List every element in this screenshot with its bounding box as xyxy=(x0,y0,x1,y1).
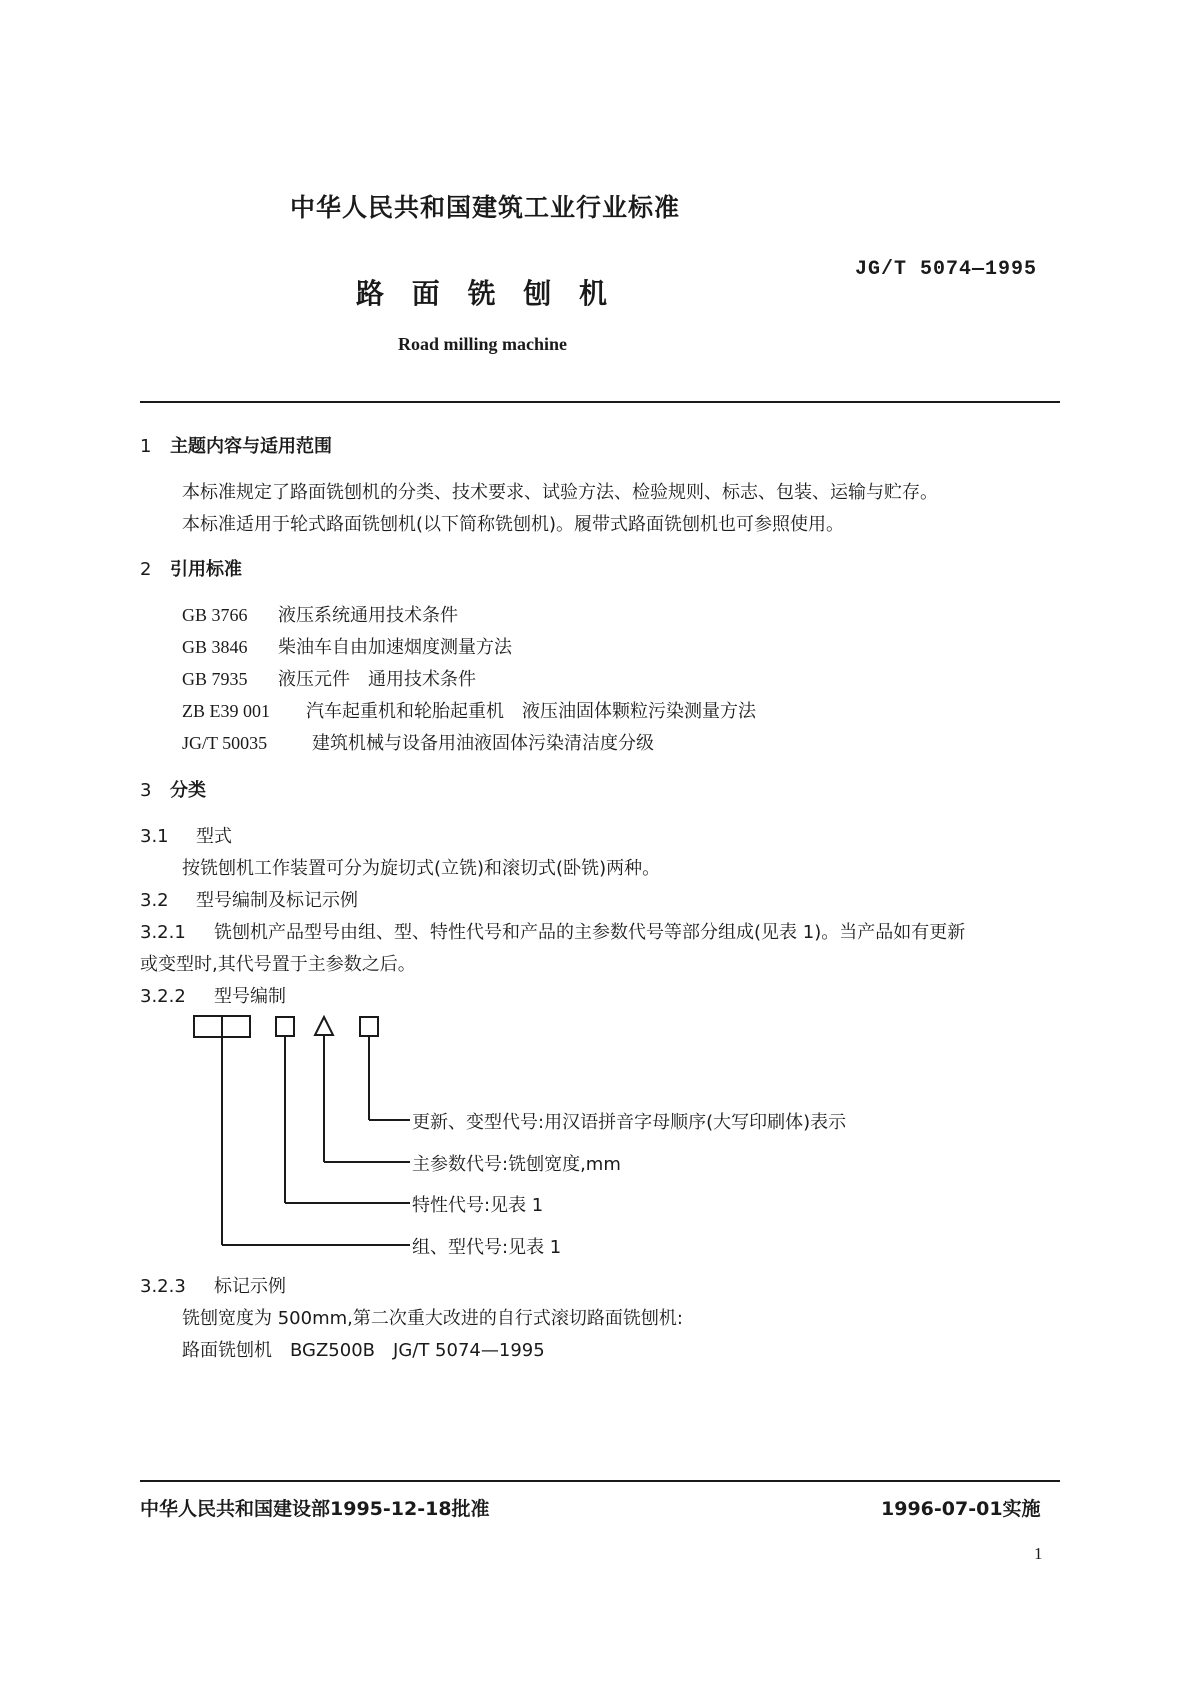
update-code-box xyxy=(360,1017,378,1036)
reference-name: 液压系统通用技术条件 xyxy=(278,605,458,626)
marking-example-description: 铣刨宽度为 500mm,第二次重大改进的自行式滚切路面铣刨机: xyxy=(182,1308,683,1329)
subsection-title: 型式 xyxy=(196,826,232,847)
subsection-number: 3.2.2 xyxy=(140,986,186,1007)
subsection-number: 3.2 xyxy=(140,890,169,911)
section-title: 主题内容与适用范围 xyxy=(170,436,332,457)
feature-code-label: 特性代号:见表 1 xyxy=(412,1195,544,1216)
subsection-3-1-text: 按铣刨机工作装置可分为旋切式(立铣)和滚切式(卧铣)两种。 xyxy=(182,858,661,879)
subsection-title: 标记示例 xyxy=(214,1276,286,1297)
reference-code: GB 3846 xyxy=(182,637,248,657)
subsection-number: 3.1 xyxy=(140,826,169,847)
subsection-number: 3.2.1 xyxy=(140,922,186,943)
reference-name: 柴油车自由加速烟度测量方法 xyxy=(278,637,512,658)
reference-name: 汽车起重机和轮胎起重机 液压油固体颗粒污染测量方法 xyxy=(306,701,756,722)
update-code-label: 更新、变型代号:用汉语拼音字母顺序(大写印刷体)表示 xyxy=(412,1112,847,1133)
implementation-date: 1996-07-01实施 xyxy=(881,1498,1041,1520)
subsection-title: 型号编制 xyxy=(214,986,286,1007)
approval-statement: 中华人民共和国建设部1995-12-18批准 xyxy=(140,1498,490,1520)
reference-code: ZB E39 001 xyxy=(182,701,270,721)
subsection-3-2-1-text-continued: 或变型时,其代号置于主参数之后。 xyxy=(140,954,416,975)
section-number: 1 xyxy=(140,436,152,457)
main-parameter-triangle xyxy=(315,1017,333,1035)
page-number: 1 xyxy=(1034,1544,1043,1563)
feature-code-box xyxy=(276,1017,294,1036)
section-1-paragraph-1: 本标准规定了路面铣刨机的分类、技术要求、试验方法、检验规则、标志、包装、运输与贮存。 xyxy=(182,482,938,503)
section-title: 引用标准 xyxy=(170,559,242,580)
standard-code: JG/T 5074—1995 xyxy=(855,258,1038,281)
subsection-3-2-3-heading xyxy=(140,1272,286,1298)
section-title: 分类 xyxy=(170,780,206,801)
marking-example: 路面铣刨机 BGZ500B JG/T 5074—1995 xyxy=(182,1340,545,1361)
section-number: 3 xyxy=(140,780,152,801)
english-title: Road milling machine xyxy=(398,334,568,354)
footer-rule xyxy=(140,1480,1060,1482)
main-parameter-label: 主参数代号:铣刨宽度,mm xyxy=(412,1154,621,1175)
subsection-text-line: 铣刨机产品型号由组、型、特性代号和产品的主参数代号等部分组成(见表 1)。当产品如有更新 xyxy=(214,922,966,943)
issuing-body-heading: 中华人民共和国建筑工业行业标准 xyxy=(290,193,681,222)
reference-name: 液压元件 通用技术条件 xyxy=(278,669,476,690)
reference-code: GB 7935 xyxy=(182,669,248,689)
reference-name: 建筑机械与设备用油液固体污染清洁度分级 xyxy=(312,733,654,754)
reference-code: GB 3766 xyxy=(182,605,248,625)
group-type-code-label: 组、型代号:见表 1 xyxy=(412,1237,562,1258)
section-1-paragraph-2: 本标准适用于轮式路面铣刨机(以下简称铣刨机)。履带式路面铣刨机也可参照使用。 xyxy=(182,514,845,535)
subsection-number: 3.2.3 xyxy=(140,1276,186,1297)
subsection-title: 型号编制及标记示例 xyxy=(196,890,358,911)
reference-code: JG/T 50035 xyxy=(182,733,268,753)
section-number: 2 xyxy=(140,559,152,580)
document-title: 路 面 铣 刨 机 xyxy=(356,277,607,310)
